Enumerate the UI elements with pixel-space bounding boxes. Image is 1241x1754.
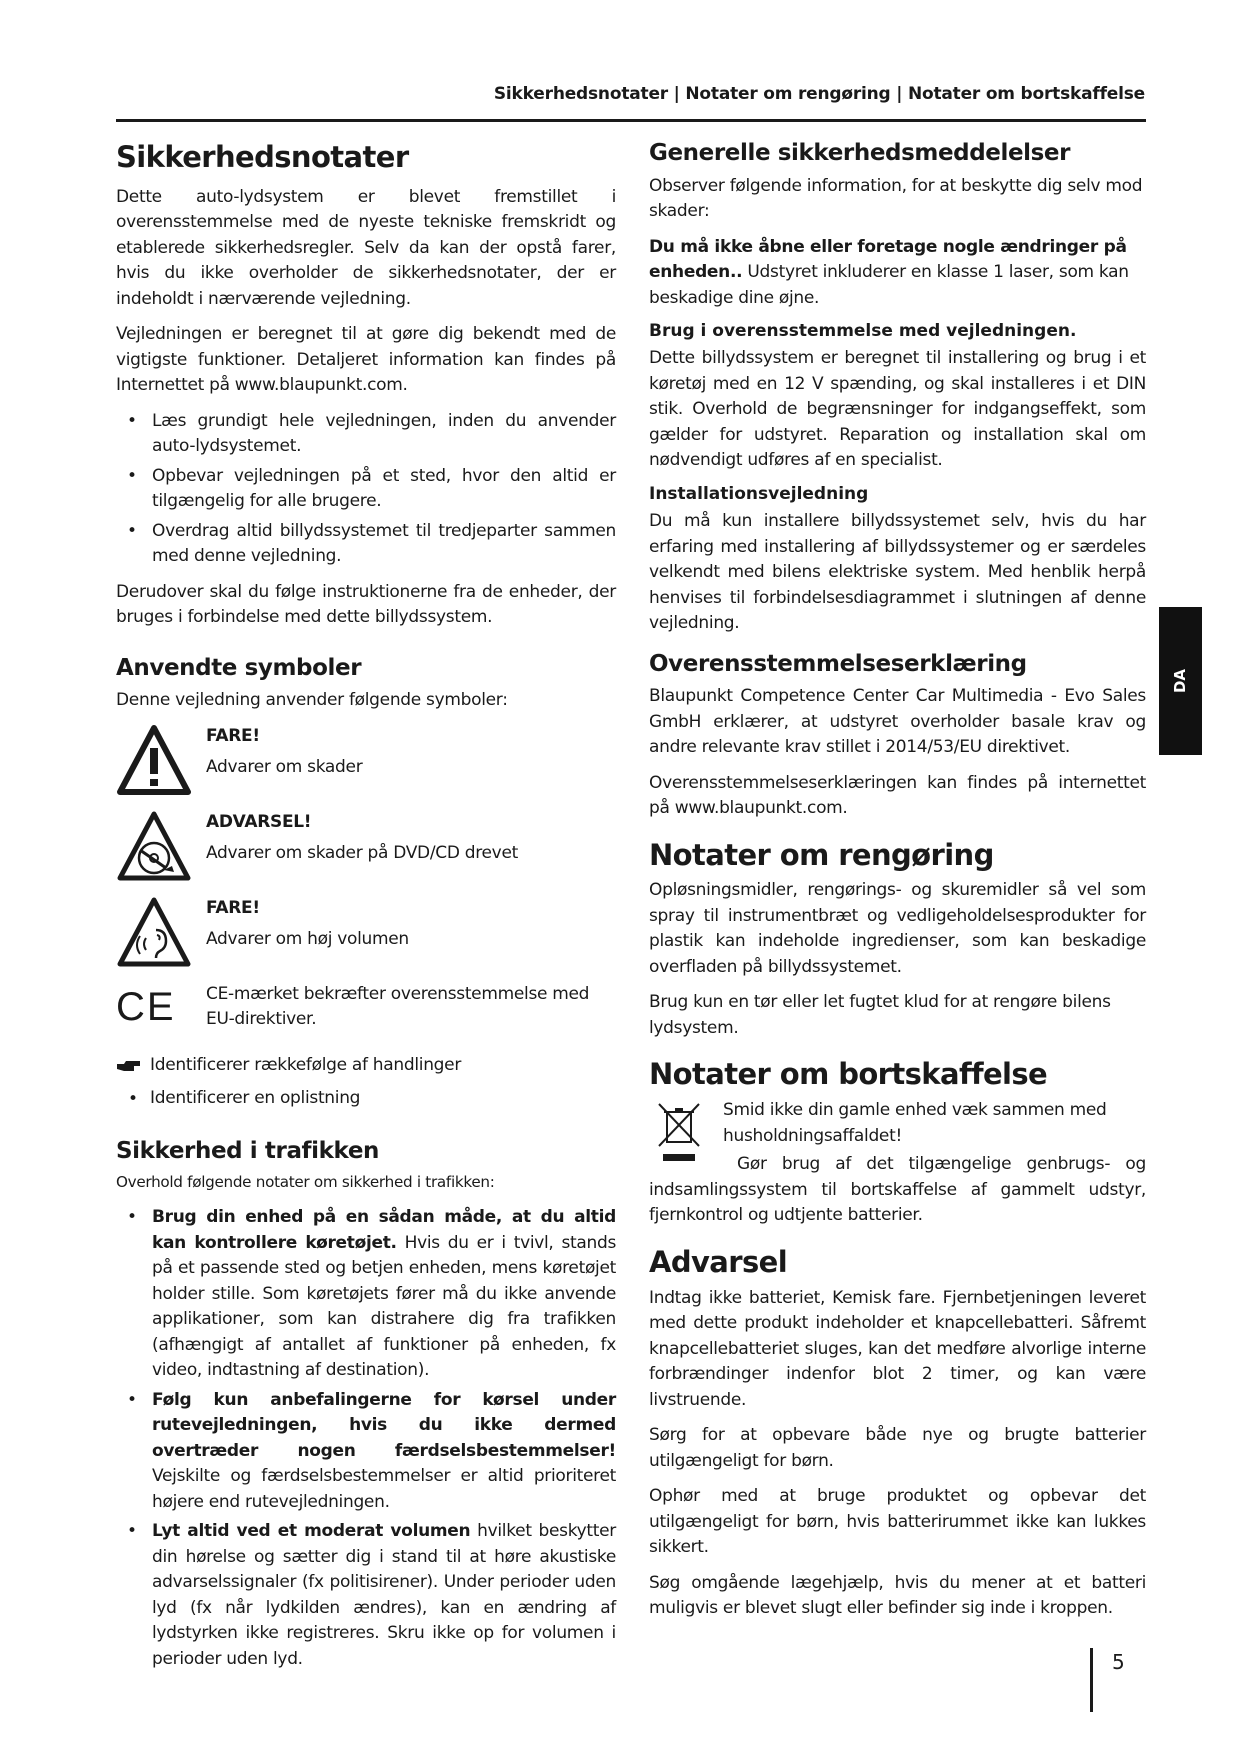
ce-mark-icon: CE xyxy=(116,984,176,1029)
conformity-p2: Overensstemmelseserklæringen kan findes på internettet på www.blaupunkt.com. xyxy=(649,772,1146,819)
section-title-disposal: Notater om bortskaffelse xyxy=(649,1057,1048,1092)
list-item: • Opbevar vejledningen på et sted, hvor den altid er tilgængelig for alle brugere. xyxy=(116,464,616,515)
section-title-safety: Sikkerhedsnotater xyxy=(116,140,409,174)
list-item: • Overdrag altid billydssystemet til tredjeparter sammen med denne vejledning. xyxy=(116,519,616,570)
symbol-disc-warning xyxy=(116,810,616,882)
install-title: Installationsvejledning xyxy=(649,483,869,504)
section-title-symbols: Anvendte symboler xyxy=(116,654,362,681)
safety-intro-p3: Derudover skal du følge instruktionerne fra de enheder, der bruges i forbindelse med dette billydssystem. xyxy=(116,581,616,628)
right-column xyxy=(649,140,1146,1632)
symbol-bullet-row xyxy=(116,1086,616,1112)
header-rule xyxy=(116,119,1146,122)
general-laser-bold: Du må ikke åbne eller foretage nogle ændringer på enheden.. xyxy=(649,236,1127,283)
disposal-p1: Smid ikke din gamle enhed væk sammen med husholdningsaffaldet! xyxy=(723,1100,1107,1146)
symbol-bullet-desc: Identificerer en oplistning xyxy=(150,1088,361,1109)
symbol-caution-label: ADVARSEL! xyxy=(206,811,312,832)
symbol-volume-desc: Advarer om høj volumen xyxy=(206,929,409,950)
section-title-warning: Advarsel xyxy=(649,1244,788,1279)
symbol-ce-desc: CE-mærket bekræfter overensstemmelse med EU-direktiver. xyxy=(206,983,590,1030)
traffic-item-text: Vejskilte og færdselsbestemmelser er altid prioriteret højere end rutevejledningen. xyxy=(152,1466,616,1512)
cleaning-p1: Opløsningsmidler, rengørings- og skuremidler så vel som spray til instrumentbræt og vedligeholdelsesprodukter for plastik kan indeholde ingredienser, som kan beskadige overfladen på billydssystemet. xyxy=(649,880,1146,977)
usage-title: Brug i overensstemmelse med vejledningen. xyxy=(649,321,1077,342)
symbol-volume-warning xyxy=(116,896,616,968)
section-title-general: Generelle sikkerhedsmeddelelser xyxy=(649,140,1071,166)
safety-intro-p1: Dette auto-lydsystem er blevet fremstillet i overensstemmelse med de nyeste tekniske fremskridt og etablerede sikkerhedsregler. Selv da kan der opstå farer, hvis du ikke overholder de sikkerhedsnotater, der er indeholdt i nærværende vejledning. xyxy=(116,186,616,309)
symbol-volume-label: FARE! xyxy=(206,897,260,918)
conformity-p1: Blaupunkt Competence Center Car Multimedia - Evo Sales GmbH erklærer, at udstyret overholder basale krav og andre relevante krav stillet i 2014/53/EU direktivet. xyxy=(649,686,1146,758)
running-header: Sikkerhedsnotater | Notater om rengøring | Notater om bortskaffelse xyxy=(493,84,1145,104)
install-text: Du må kun installere billydssystemet selv, hvis du har erfaring med installering af billydssystemer og er særdeles velkendt med bilens elektriske system. Med henblik herpå henvises til forbindelsesdiagrammet i slutningen af denne vejledning. xyxy=(649,511,1146,634)
left-column xyxy=(116,140,616,1682)
pointing-hand-icon xyxy=(116,1059,142,1073)
list-item: • Læs grundigt hele vejledningen, inden du anvender auto-lydsystemet. xyxy=(116,409,616,460)
language-tab xyxy=(1159,607,1202,755)
warning-p3: Ophør med at bruge produktet og opbevar det utilgængeligt for børn, hvis batterirummet ikke kan lukkes sikkert. xyxy=(649,1486,1146,1558)
warning-p2: Sørg for at opbevare både nye og brugte batterier utilgængeligt for børn. xyxy=(649,1425,1146,1471)
traffic-intro: Overhold følgende notater om sikkerhed i trafikken: xyxy=(116,1173,495,1192)
general-laser-text: Udstyret inkluderer en klasse 1 laser, som kan beskadige dine øjne. xyxy=(649,262,1129,308)
disc-warning-icon xyxy=(116,810,192,882)
cleaning-p2: Brug kun en tør eller let fugtet klud for at rengøre bilens lydsystem. xyxy=(649,992,1111,1038)
safety-bullet-list xyxy=(116,409,616,570)
page-number: 5 xyxy=(1112,1650,1125,1674)
symbol-arrow-desc: Identificerer rækkefølge af handlinger xyxy=(150,1054,462,1075)
symbol-ce xyxy=(116,982,616,1033)
list-item xyxy=(116,1519,616,1672)
disposal-p2: Gør brug af det tilgængelige genbrugs- og indsamlingssystem til bortskaffelse af gammelt udstyr, fjernkontrol og udtjente batterier. xyxy=(649,1154,1146,1226)
list-item xyxy=(116,1205,616,1384)
symbol-arrow-row xyxy=(116,1053,616,1079)
usage-text: Dette billydssystem er beregnet til installering og brug i et køretøj med en 12 V spænding, og skal installeres i et DIN stik. Overhold de begrænsninger for indgangseffekt, som gælder for udstyret. Reparation og installation skal om nødvendigt udføres af en specialist. xyxy=(649,348,1146,471)
general-intro: Observer følgende information, for at beskytte dig selv mod skader: xyxy=(649,175,1143,222)
language-tab-label: DA xyxy=(1171,668,1190,694)
warning-p1: Indtag ikke batteriet, Kemisk fare. Fjernbetjeningen leveret med dette produkt indeholder et knapcellebatteri. Såfremt knapcellebatteriet sluges, kan det medføre alvorlige interne forbrændinger indenfor blot 2 timer, og kan være livstruende. xyxy=(649,1287,1146,1410)
traffic-item-text: Hvis du er i tvivl, stands på et passende sted og betjen enheden, mens køretøjet holder stille. Som køretøjets fører må du ikke anvende applikationer, som kan distrahere dig fra trafikken (afhængigt af antallet af funktioner på enheden, fx video, indtastning af destination). xyxy=(152,1232,617,1381)
warning-triangle-icon xyxy=(116,724,192,796)
safety-intro-p2: Vejledningen er beregnet til at gøre dig bekendt med de vigtigste funktioner. Detaljeret information kan findes på Internettet på www.blaupunkt.com. xyxy=(116,324,616,396)
list-item xyxy=(116,1388,616,1516)
section-title-cleaning: Notater om rengøring xyxy=(649,837,994,872)
traffic-item-bold: Lyt altid ved et moderat volumen xyxy=(152,1521,471,1542)
symbol-danger-label: FARE! xyxy=(206,725,260,746)
section-title-conformity: Overensstemmelseserklæring xyxy=(649,650,1027,677)
warning-p4: Søg omgående lægehjælp, hvis du mener at et batteri muligvis er blevet slugt eller befinder sig inde i kroppen. xyxy=(649,1572,1146,1619)
traffic-section xyxy=(116,1171,616,1672)
section-title-traffic: Sikkerhed i trafikken xyxy=(116,1137,379,1164)
page-number-rule xyxy=(1090,1648,1093,1712)
crossed-bin-icon xyxy=(649,1098,711,1166)
bullet-dot-icon: • xyxy=(127,1089,139,1110)
traffic-item-bold: Brug din enhed på en sådan måde, at du altid kan kontrollere køretøjet. xyxy=(152,1207,616,1253)
traffic-item-text: hvilket beskytter din hørelse og sætter dig i stand til at høre akustiske advarselssignaler (fx politisirener). Under perioder uden lyd (fx når lydkilden ændres), kan en ændring af lydstyrken ikke registreres. Skru ikke op for volumen i perioder uden lyd. xyxy=(152,1521,616,1669)
general-laser xyxy=(649,235,1146,312)
symbol-danger xyxy=(116,724,616,796)
symbols-intro: Denne vejledning anvender følgende symboler: xyxy=(116,690,508,711)
symbol-danger-desc: Advarer om skader xyxy=(206,757,363,778)
traffic-item-bold: Følg kun anbefalingerne for kørsel under rutevejledningen, hvis du ikke dermed overtræder nogen færdselsbestemmelser! xyxy=(152,1389,616,1461)
traffic-list xyxy=(116,1205,616,1672)
ear-volume-icon xyxy=(116,896,192,968)
symbol-caution-desc: Advarer om skader på DVD/CD drevet xyxy=(206,843,518,864)
